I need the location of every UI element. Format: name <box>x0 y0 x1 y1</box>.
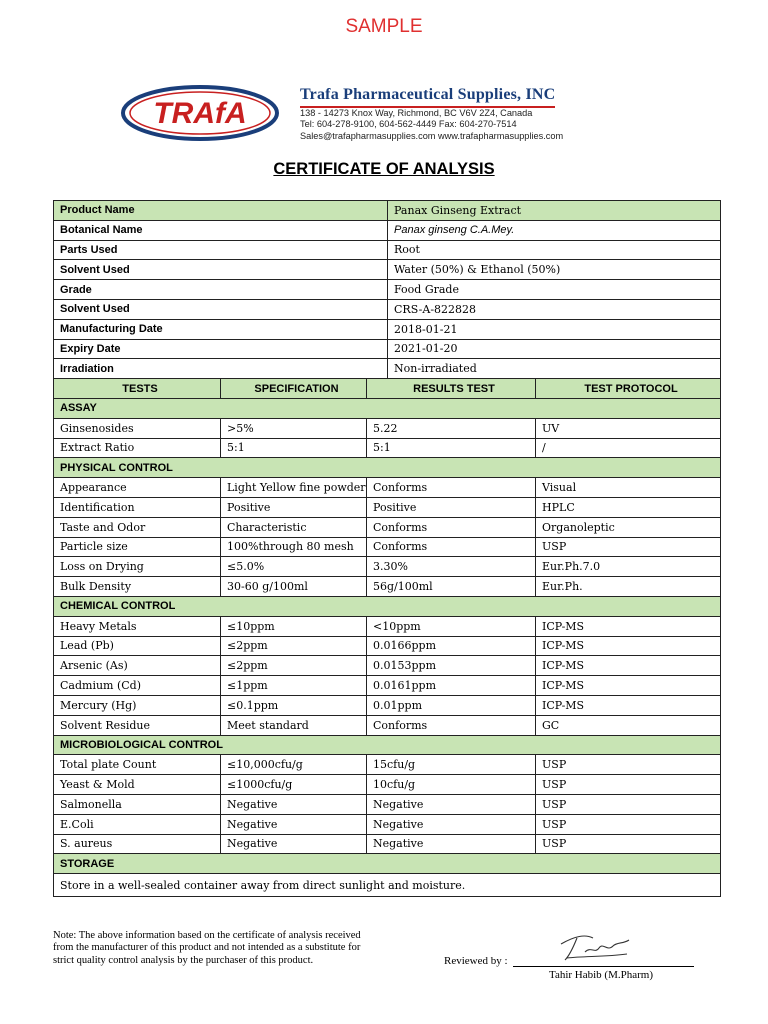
info-value: 2018-01-21 <box>388 319 721 339</box>
storage-row <box>54 874 721 897</box>
test-result: 0.01ppm <box>367 695 536 715</box>
product-info-row <box>54 240 721 260</box>
reviewed-by-label: Reviewed by : <box>444 955 508 967</box>
test-row <box>54 834 721 854</box>
info-value: 2021-01-20 <box>388 339 721 359</box>
test-protocol: Visual <box>536 478 721 498</box>
test-row <box>54 537 721 557</box>
test-specification: ≤10,000cfu/g <box>221 755 367 775</box>
product-info-row <box>54 201 721 221</box>
test-result: Conforms <box>367 537 536 557</box>
test-row <box>54 636 721 656</box>
test-result: 5.22 <box>367 418 536 438</box>
info-value: Non-irradiated <box>388 359 721 379</box>
trafa-logo <box>120 84 280 142</box>
test-row <box>54 676 721 696</box>
product-info-row <box>54 339 721 359</box>
test-row <box>54 695 721 715</box>
test-name: S. aureus <box>54 834 221 854</box>
test-result: Negative <box>367 834 536 854</box>
test-name: Appearance <box>54 478 221 498</box>
document-title: CERTIFICATE OF ANALYSIS <box>273 160 495 178</box>
test-protocol: USP <box>536 755 721 775</box>
section-header-row <box>54 735 721 755</box>
test-name: Yeast & Mold <box>54 775 221 795</box>
test-name: Ginsenosides <box>54 418 221 438</box>
disclaimer-note: Note: The above information based on the certificate of analysis received from the manufacturer of this product and not intended as a substitute for strict quality control analysis by the purchaser of this product. <box>53 930 361 966</box>
test-name: Extract Ratio <box>54 438 221 458</box>
test-result: Negative <box>367 794 536 814</box>
info-label: Botanical Name <box>54 220 388 240</box>
test-result: 15cfu/g <box>367 755 536 775</box>
test-protocol: ICP-MS <box>536 676 721 696</box>
test-name: Salmonella <box>54 794 221 814</box>
product-info-row <box>54 220 721 240</box>
test-specification: ≤0.1ppm <box>221 695 367 715</box>
info-label: Manufacturing Date <box>54 319 388 339</box>
test-result: 3.30% <box>367 557 536 577</box>
test-result: Conforms <box>367 715 536 735</box>
test-row <box>54 715 721 735</box>
info-label: Irradiation <box>54 359 388 379</box>
company-header <box>300 84 680 142</box>
test-specification: 30-60 g/100ml <box>221 577 367 597</box>
company-name: Trafa Pharmaceutical Supplies, INC <box>300 86 555 108</box>
test-protocol: Eur.Ph. <box>536 577 721 597</box>
test-row <box>54 517 721 537</box>
test-protocol: GC <box>536 715 721 735</box>
test-name: Total plate Count <box>54 755 221 775</box>
storage-title: STORAGE <box>54 854 721 874</box>
test-specification: Characteristic <box>221 517 367 537</box>
test-row <box>54 497 721 517</box>
company-phone: Tel: 604-278-9100, 604-562-4449 Fax: 604-270-7514 <box>300 119 517 130</box>
section-header-row <box>54 398 721 418</box>
test-protocol: HPLC <box>536 497 721 517</box>
info-value: Root <box>388 240 721 260</box>
test-specification: Light Yellow fine powder <box>221 478 367 498</box>
info-label: Solvent Used <box>54 260 388 280</box>
company-address: 138 - 14273 Knox Way, Richmond, BC V6V 2Z4, Canada <box>300 108 533 118</box>
test-specification: Negative <box>221 814 367 834</box>
column-header: RESULTS TEST <box>367 379 536 399</box>
test-row <box>54 616 721 636</box>
test-specification: ≤1ppm <box>221 676 367 696</box>
test-protocol: ICP-MS <box>536 616 721 636</box>
test-protocol: ICP-MS <box>536 656 721 676</box>
test-row <box>54 577 721 597</box>
column-header: TESTS <box>54 379 221 399</box>
test-specification: ≤2ppm <box>221 656 367 676</box>
column-header: TEST PROTOCOL <box>536 379 721 399</box>
test-name: Arsenic (As) <box>54 656 221 676</box>
test-specification: Positive <box>221 497 367 517</box>
test-protocol: ICP-MS <box>536 636 721 656</box>
test-result: 10cfu/g <box>367 775 536 795</box>
test-protocol: Organoleptic <box>536 517 721 537</box>
reviewer-name: Tahir Habib (M.Pharm) <box>549 969 654 981</box>
signature <box>555 930 635 964</box>
test-specification: ≤5.0% <box>221 557 367 577</box>
info-value: Food Grade <box>388 280 721 300</box>
test-specification: 5:1 <box>221 438 367 458</box>
test-specification: Negative <box>221 794 367 814</box>
test-protocol: USP <box>536 537 721 557</box>
test-specification: ≤2ppm <box>221 636 367 656</box>
product-info-row <box>54 359 721 379</box>
storage-header-row <box>54 854 721 874</box>
test-name: Bulk Density <box>54 577 221 597</box>
test-name: Loss on Drying <box>54 557 221 577</box>
test-result: 5:1 <box>367 438 536 458</box>
test-result: Positive <box>367 497 536 517</box>
test-specification: Negative <box>221 834 367 854</box>
test-protocol: Eur.Ph.7.0 <box>536 557 721 577</box>
test-name: Taste and Odor <box>54 517 221 537</box>
test-name: Identification <box>54 497 221 517</box>
test-row <box>54 775 721 795</box>
test-result: Conforms <box>367 517 536 537</box>
svg-text:TRAfA: TRAfA <box>153 97 247 130</box>
section-title: ASSAY <box>54 398 721 418</box>
test-result: <10ppm <box>367 616 536 636</box>
info-value: Panax ginseng C.A.Mey. <box>388 220 721 240</box>
info-value: Panax Ginseng Extract <box>388 201 721 221</box>
section-title: MICROBIOLOGICAL CONTROL <box>54 735 721 755</box>
test-protocol: USP <box>536 814 721 834</box>
test-specification: Meet standard <box>221 715 367 735</box>
column-header: SPECIFICATION <box>221 379 367 399</box>
test-name: Cadmium (Cd) <box>54 676 221 696</box>
product-info-row <box>54 299 721 319</box>
info-label: Grade <box>54 280 388 300</box>
info-label: Expiry Date <box>54 339 388 359</box>
test-protocol: ICP-MS <box>536 695 721 715</box>
test-name: Heavy Metals <box>54 616 221 636</box>
test-name: E.Coli <box>54 814 221 834</box>
coa-table <box>53 200 721 897</box>
section-title: PHYSICAL CONTROL <box>54 458 721 478</box>
test-protocol: USP <box>536 794 721 814</box>
product-info-row <box>54 319 721 339</box>
product-info-row <box>54 260 721 280</box>
test-protocol: USP <box>536 775 721 795</box>
company-contact: Sales@trafapharmasupplies.com www.trafapharmasupplies.com <box>300 130 564 141</box>
product-info-row <box>54 280 721 300</box>
test-row <box>54 438 721 458</box>
test-specification: 100%through 80 mesh <box>221 537 367 557</box>
section-title: CHEMICAL CONTROL <box>54 596 721 616</box>
test-specification: ≤10ppm <box>221 616 367 636</box>
test-row <box>54 418 721 438</box>
storage-text: Store in a well-sealed container away from direct sunlight and moisture. <box>54 874 721 897</box>
test-name: Particle size <box>54 537 221 557</box>
test-row <box>54 557 721 577</box>
test-row <box>54 794 721 814</box>
tests-header-row <box>54 379 721 399</box>
test-row <box>54 478 721 498</box>
info-label: Parts Used <box>54 240 388 260</box>
test-row <box>54 814 721 834</box>
info-value: Water (50%) & Ethanol (50%) <box>388 260 721 280</box>
sample-watermark: SAMPLE <box>345 16 423 37</box>
test-row <box>54 656 721 676</box>
test-result: Conforms <box>367 478 536 498</box>
test-specification: >5% <box>221 418 367 438</box>
test-name: Solvent Residue <box>54 715 221 735</box>
test-protocol: UV <box>536 418 721 438</box>
info-label: Product Name <box>54 201 388 221</box>
test-protocol: / <box>536 438 721 458</box>
section-header-row <box>54 596 721 616</box>
test-result: 0.0166ppm <box>367 636 536 656</box>
test-specification: ≤1000cfu/g <box>221 775 367 795</box>
test-result: 0.0153ppm <box>367 656 536 676</box>
info-label: Solvent Used <box>54 299 388 319</box>
signature-line <box>513 966 694 967</box>
test-protocol: USP <box>536 834 721 854</box>
test-result: 56g/100ml <box>367 577 536 597</box>
test-result: 0.0161ppm <box>367 676 536 696</box>
test-name: Mercury (Hg) <box>54 695 221 715</box>
info-value: CRS-A-822828 <box>388 299 721 319</box>
section-header-row <box>54 458 721 478</box>
test-name: Lead (Pb) <box>54 636 221 656</box>
test-result: Negative <box>367 814 536 834</box>
test-row <box>54 755 721 775</box>
